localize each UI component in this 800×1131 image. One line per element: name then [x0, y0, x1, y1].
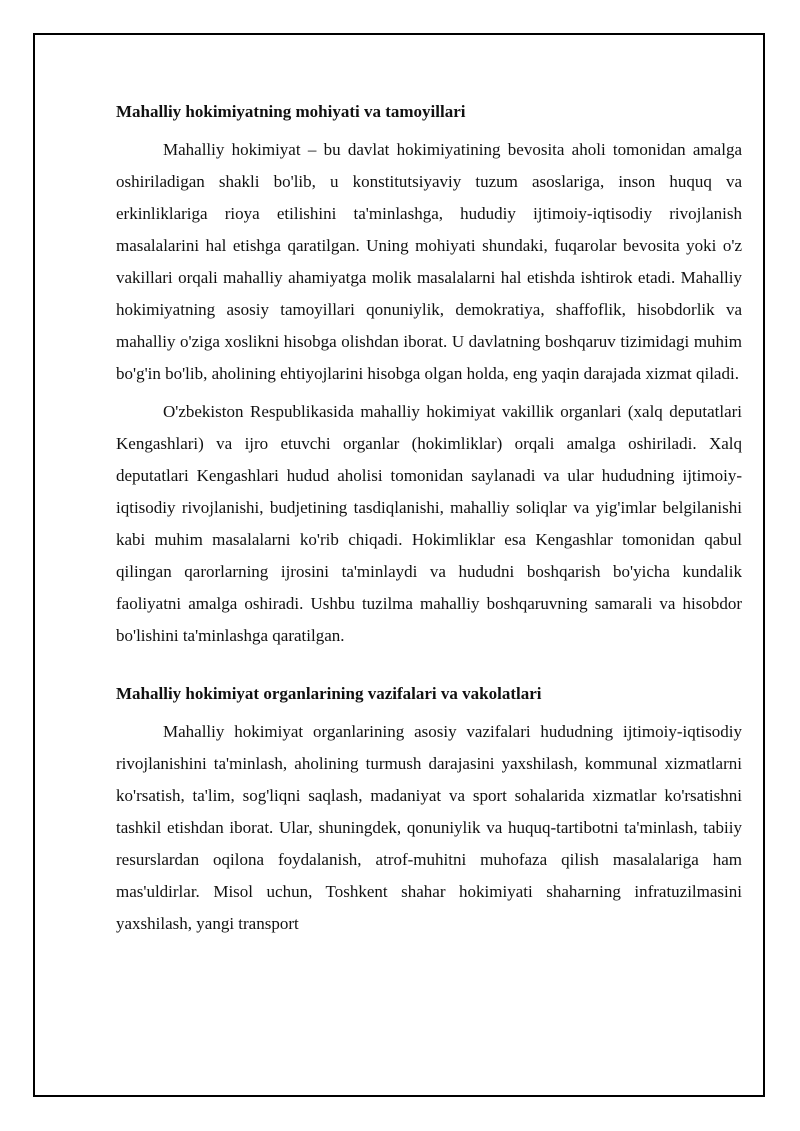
section-heading-essence: Mahalliy hokimiyatning mohiyati va tamoyillari: [116, 102, 466, 121]
section-heading-duties: Mahalliy hokimiyat organlarining vazifalari va vakolatlari: [116, 684, 542, 703]
paragraph-duties: Mahalliy hokimiyat organlarining asosiy vazifalari hududning ijtimoiy-iqtisodiy rivojlanishini ta'minlash, aholining turmush darajasini yaxshilash, kommunal xizmatlarni ko'rsatish, ta'lim, sog'liqni saqlash, madaniyat va sport sohalarida xizmatlar ko'rsatishni tashkil etishdan iborat. Ular, shuningdek, qonuniylik va huquq-tartibotni ta'minlash, tabiiy resurslardan oqilona foydalanish, atrof-muhitni muhofaza qilish masalalariga ham mas'uldirlar. Misol uchun, Toshkent shahar hokimiyati shaharning infratuzilmasini yaxshilash, yangi transport: [116, 722, 742, 933]
paragraph-definition: Mahalliy hokimiyat – bu davlat hokimiyatining bevosita aholi tomonidan amalga oshiriladigan shakli bo'lib, u konstitutsiyaviy tuzum asoslariga, inson huquq va erkinliklariga rioya etilishini ta'minlashga, hududiy ijtimoiy-iqtisodiy rivojlanish masalalarini hal etishga qaratilgan. Uning mohiyati shundaki, fuqarolar bevosita yoki o'z vakillari orqali mahalliy ahamiyatga molik masalalarni hal etishda ishtirok etadi. Mahalliy hokimiyatning asosiy tamoyillari qonuniylik, demokratiya, shaffoflik, hisobdorlik va mahalliy o'ziga xoslikni hisobga olishdan iborat. U davlatning boshqaruv tizimidagi muhim bo'g'in bo'lib, aholining ehtiyojlarini hisobga olgan holda, eng yaqin darajada xizmat qiladi.: [116, 140, 742, 383]
document-body: [116, 100, 742, 946]
paragraph-structure: O'zbekiston Respublikasida mahalliy hokimiyat vakillik organlari (xalq deputatlari Kengashlari) va ijro etuvchi organlar (hokimliklar) orqali amalga oshiriladi. Xalq deputatlari Kengashlari hudud aholisi tomonidan saylanadi va ular hududning ijtimoiy-iqtisodiy rivojlanishi, budjetining tasdiqlanishi, mahalliy soliqlar va yig'imlar belgilanishi kabi muhim masalalarni ko'rib chiqadi. Hokimliklar esa Kengashlar tomonidan qabul qilingan qarorlarning ijrosini ta'minlaydi va hududni boshqarish bo'yicha kundalik faoliyatni amalga oshiradi. Ushbu tuzilma mahalliy boshqaruvning samarali va hisobdor bo'lishini ta'minlashga qaratilgan.: [116, 402, 742, 645]
